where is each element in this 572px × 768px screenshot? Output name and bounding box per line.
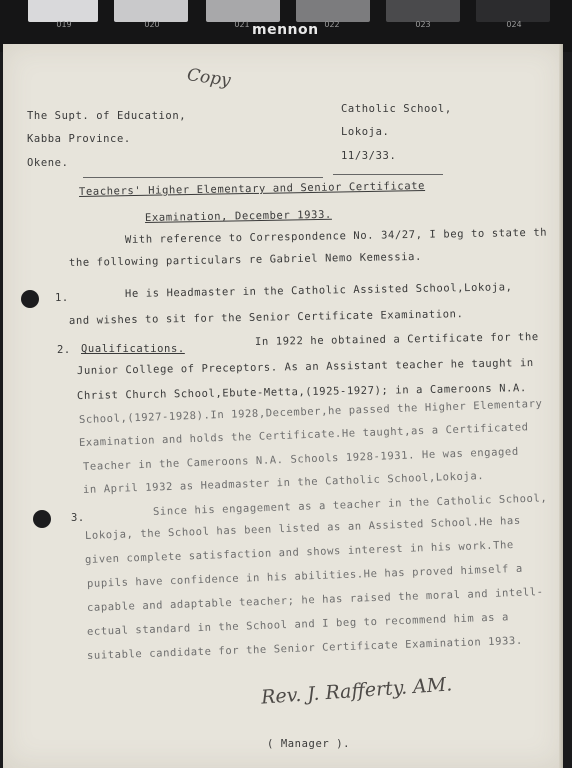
swatch-number: 021	[234, 20, 250, 29]
paragraph-line: given complete satisfaction and shows interest in his work.The	[84, 539, 515, 566]
copy-annotation: Copy	[185, 65, 232, 91]
swatch-number: 024	[506, 20, 522, 29]
recipient-line: Kabba Province.	[27, 133, 131, 145]
punch-hole	[21, 290, 39, 308]
swatch-number: 019	[56, 20, 72, 29]
color-swatch	[386, 0, 460, 22]
intro-line: With reference to Correspondence No. 34/27, I beg to state th	[124, 226, 548, 246]
color-swatch	[206, 0, 280, 22]
section-heading: Qualifications.	[81, 343, 185, 355]
swatch-number: 023	[415, 20, 431, 29]
paragraph-line: Since his engagement as a teacher in the Catholic School,	[152, 492, 548, 518]
paragraph-line: pupils have confidence in his abilities.He has proved himself a	[86, 562, 524, 590]
scanner-brand-logo: mennon	[252, 22, 319, 38]
handwritten-signature: Rev. J. Rafferty. AM.	[260, 673, 453, 709]
paragraph-line: Junior College of Preceptors. As an Assistant teacher he taught in	[76, 357, 534, 377]
paragraph-line: Christ Church School,Ebute-Metta,(1925-1927); in a Cameroons N.A.	[76, 382, 527, 402]
intro-line: the following particulars re Gabriel Nemo Kemessia.	[68, 250, 423, 269]
divider-line	[333, 174, 443, 175]
paragraph-line: School,(1927-1928).In 1928,December,he passed the Higher Elementary	[78, 397, 543, 426]
paragraph-line: and wishes to sit for the Senior Certificate Examination.	[68, 308, 464, 327]
paragraph-line: Teacher in the Cameroons N.A. Schools 1928-1931. He was engaged	[82, 445, 520, 473]
swatch-number: 020	[144, 20, 160, 29]
paragraph-number: 3.	[71, 512, 85, 524]
punch-hole	[33, 510, 51, 528]
sender-line: Catholic School,	[341, 103, 452, 115]
paragraph-line: He is Headmaster in the Catholic Assisted School,Lokoja,	[124, 281, 513, 300]
color-swatch	[296, 0, 370, 22]
paragraph-number: 1.	[55, 292, 69, 304]
swatch-number: 022	[324, 20, 340, 29]
recipient-line: Okene.	[27, 157, 69, 169]
sender-line: Lokoja.	[341, 126, 390, 138]
date-line: 11/3/33.	[341, 150, 397, 162]
color-swatch	[114, 0, 188, 22]
paragraph-number: 2.	[57, 344, 71, 356]
color-swatch	[476, 0, 550, 22]
color-swatch	[28, 0, 98, 22]
paragraph-line: ectual standard in the School and I beg to recommend him as a	[86, 611, 510, 638]
paragraph-line: Lokoja, the School has been listed as an Assisted School.He has	[84, 514, 522, 542]
subject-line: Teachers' Higher Elementary and Senior Certificate	[78, 179, 426, 198]
signatory-title: ( Manager ).	[267, 738, 351, 750]
letter-page	[3, 44, 563, 768]
paragraph-line: capable and adaptable teacher; he has raised the moral and intell-	[86, 586, 544, 614]
recipient-line: The Supt. of Education,	[27, 110, 187, 122]
divider-line	[83, 177, 323, 178]
paragraph-line: In 1922 he obtained a Certificate for the	[254, 331, 539, 348]
paragraph-line: in April 1932 as Headmaster in the Catholic School,Lokoja.	[82, 469, 485, 496]
paragraph-line: suitable candidate for the Senior Certificate Examination 1933.	[86, 634, 524, 662]
paragraph-line: Examination and holds the Certificate.He taught,as a Certificated	[78, 421, 529, 449]
subject-line: Examination, December 1933.	[144, 208, 332, 224]
